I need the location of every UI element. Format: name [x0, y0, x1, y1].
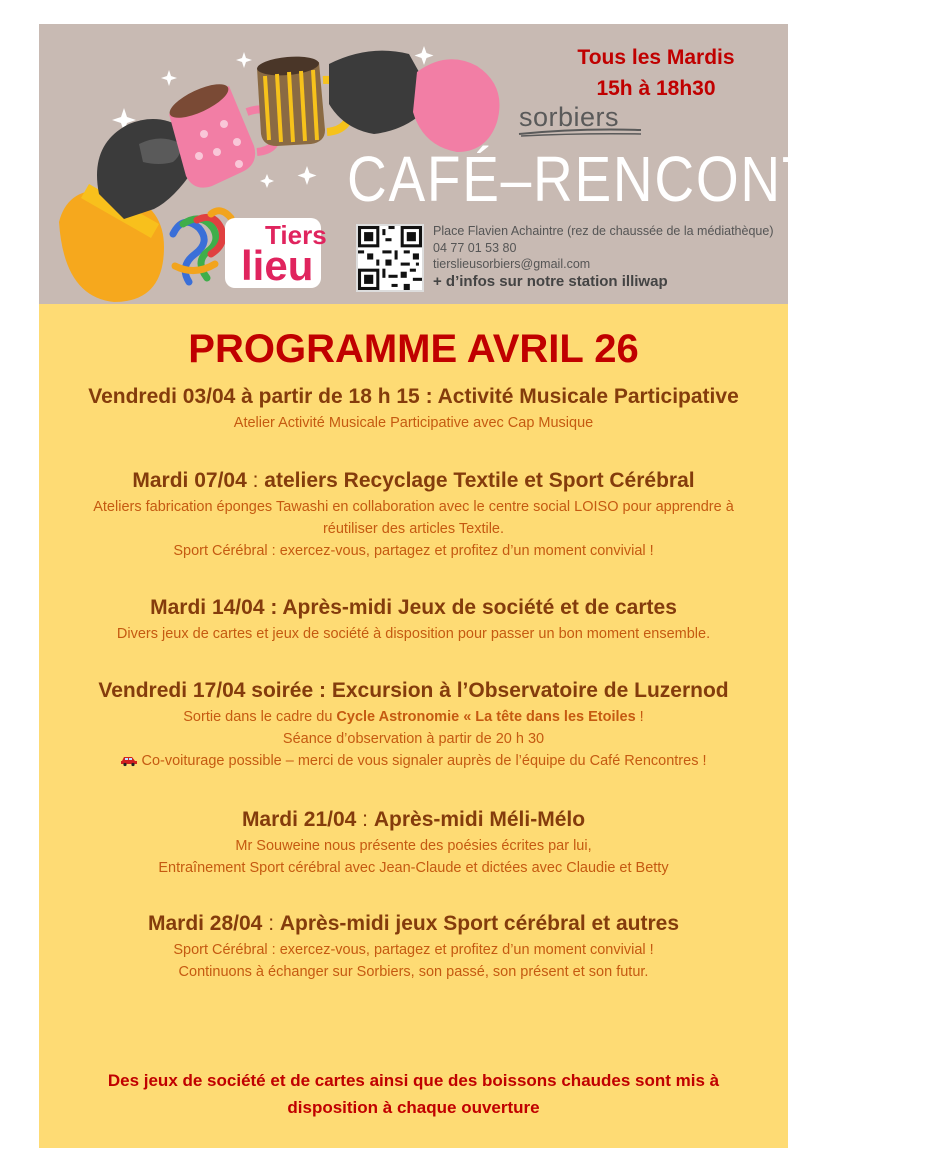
event-line-bold: Cycle Astronomie « La tête dans les Etoiles	[336, 709, 636, 725]
carpool-text: Co-voiturage possible – merci de vous signaler auprès de l’équipe du Café Rencontres !	[141, 753, 707, 769]
event-heading: Mardi 14/04 : Après-midi Jeux de société et de cartes	[150, 596, 677, 619]
footer-note	[59, 1067, 768, 1121]
schedule-day: Tous les Mardis	[577, 46, 735, 69]
event-line	[39, 706, 788, 728]
programme-title: PROGRAMME AVRIL 26	[188, 327, 639, 371]
event-line: Continuons à échanger sur Sorbiers, son passé, son présent et son futur.	[178, 964, 649, 980]
event-date: Mardi 28/04	[147, 912, 263, 935]
event-heading	[39, 909, 788, 939]
event-1	[39, 382, 788, 434]
more-info: + d’infos sur notre station illiwap	[433, 272, 668, 290]
sorbiers-brand: sorbiers	[519, 102, 620, 132]
qr-code-icon	[356, 224, 424, 292]
tiers-lieu-logo	[161, 194, 331, 294]
event-6	[39, 909, 788, 983]
contact-info	[433, 223, 773, 290]
event-heading	[39, 466, 788, 496]
event-3	[39, 593, 788, 645]
event-date: Mardi 21/04	[241, 808, 357, 831]
tiers-lieu-logo-line1: Tiers	[265, 220, 327, 250]
event-line-pre: Sortie dans le cadre du	[183, 709, 337, 725]
header-banner	[39, 24, 936, 304]
event-line: Divers jeux de cartes et jeux de société à disposition pour passer un bon moment ensemble.	[116, 626, 711, 642]
event-sep: :	[356, 808, 374, 831]
event-5	[39, 805, 788, 879]
event-line: Atelier Activité Musicale Participative avec Cap Musique	[233, 415, 594, 431]
event-heading: Vendredi 03/04 à partir de 18 h 15 : Activité Musicale Participative	[88, 385, 739, 408]
event-date: Mardi 07/04	[132, 469, 247, 492]
event-line: Mr Souweine nous présente des poésies écrites par lui,	[235, 838, 592, 854]
event-line	[39, 750, 788, 772]
event-heading	[39, 805, 788, 835]
email[interactable]: tierslieusorbiers@gmail.com	[433, 257, 591, 271]
event-sep: :	[246, 469, 265, 492]
address: Place Flavien Achaintre (rez de chaussée de la médiathèque)	[433, 224, 774, 238]
event-line: Sport Cérébral : exercez-vous, partagez et profitez d’un moment convivial !	[173, 942, 654, 958]
event-line: Séance d’observation à partir de 20 h 30	[282, 731, 545, 747]
event-line: Sport Cérébral : exercez-vous, partagez et profitez d’un moment convivial !	[173, 543, 654, 559]
event-line: réutiliser des articles Textile.	[322, 521, 505, 537]
event-4	[39, 676, 788, 772]
event-line: Entraînement Sport cérébral avec Jean-Claude et dictées avec Claudie et Betty	[158, 860, 669, 876]
event-title: ateliers Recyclage Textile et Sport Cérébral	[264, 469, 695, 492]
sorbiers-swoosh-icon	[517, 124, 647, 138]
cafe-rencontres-title: CAFÉ–RENCONTRES	[347, 143, 936, 215]
footer-line: disposition à chaque ouverture	[287, 1098, 540, 1117]
tiers-lieu-logo-line2: lieu	[241, 242, 314, 289]
phone: 04 77 01 53 80	[433, 240, 517, 255]
car-icon	[120, 755, 138, 766]
event-2	[39, 466, 788, 562]
event-line-post: !	[635, 709, 644, 725]
event-title: Après-midi jeux Sport cérébral et autres	[279, 912, 680, 935]
footer-line: Des jeux de société et de cartes ainsi que des boissons chaudes sont mis à	[107, 1071, 720, 1090]
schedule	[556, 42, 756, 104]
schedule-time: 15h à 18h30	[596, 77, 716, 100]
event-line: Ateliers fabrication éponges Tawashi en collaboration avec le centre social LOISO pour apprendre à	[93, 499, 734, 515]
event-title: Après-midi Méli-Mélo	[373, 808, 586, 831]
event-heading: Vendredi 17/04 soirée : Excursion à l’Observatoire de Luzernod	[98, 679, 729, 702]
event-sep: :	[262, 912, 280, 935]
flyer-page	[39, 24, 936, 1148]
